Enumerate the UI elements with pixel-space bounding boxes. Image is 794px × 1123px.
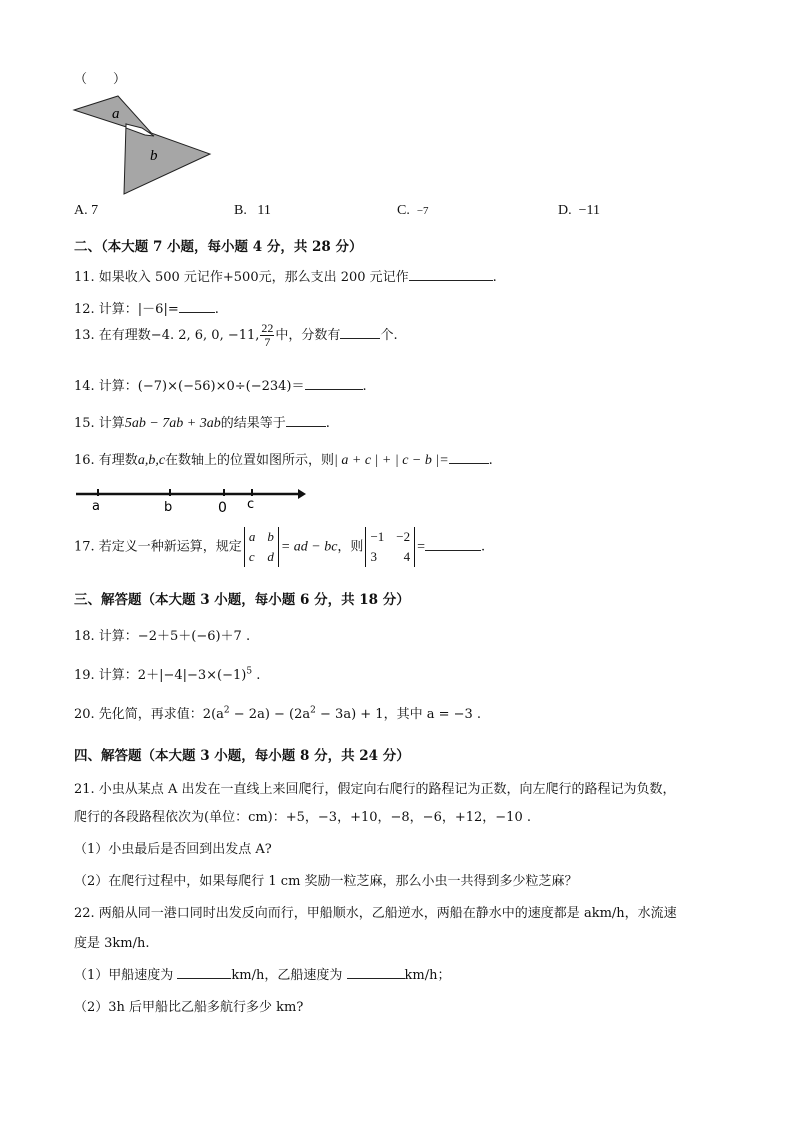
label-a: a bbox=[112, 106, 120, 122]
answer-blank bbox=[177, 966, 231, 979]
answer-blank bbox=[305, 377, 363, 390]
question-15: 15. 计算5ab − 7ab + 3ab的结果等于 . bbox=[74, 416, 330, 431]
question-14: 14. 计算：(−7)×(−56)×0÷(−234)＝ . bbox=[74, 379, 367, 394]
number-line bbox=[72, 484, 308, 518]
answer-blank bbox=[425, 538, 481, 551]
label-a: a bbox=[92, 499, 100, 514]
answer-blank bbox=[340, 326, 380, 339]
question-17: 17. 若定义一种新运算，规定 a b c d = ad − bc，则 −1 −2 3 4 = . bbox=[74, 527, 485, 567]
question-12: 12. 计算：|－6|= . bbox=[74, 302, 219, 317]
label-b: b bbox=[150, 148, 158, 164]
label-b: b bbox=[164, 500, 173, 515]
option-d: D. −11 bbox=[558, 203, 601, 218]
question-13: 13. 在有理数−4. 2, 6, 0, −11, $\frac{22}{7}$ 中，分数有 个. bbox=[74, 321, 398, 349]
question-11: 11. 如果收入 500 元记作+500元，那么支出 200 元记作 . bbox=[74, 270, 497, 285]
answer-blank bbox=[286, 414, 326, 427]
section-2-heading: 二、（本大题 7 小题，每小题 4 分，共 28 分） bbox=[74, 239, 363, 255]
question-16: 16. 有理数a,b,c在数轴上的位置如图所示，则| a + c | + | c − b |= . bbox=[74, 453, 493, 468]
question-21-line2: 爬行的各段路程依次为(单位：cm)：+5，−3，+10，−8，−6，+12，−10 . bbox=[74, 810, 531, 825]
question-22-part2: （2）3h 后甲船比乙船多航行多少 km? bbox=[74, 1000, 304, 1015]
answer-paren: （ ） bbox=[74, 72, 127, 87]
label-c: c bbox=[247, 497, 255, 512]
question-21-line1: 21. 小虫从某点 A 出发在一直线上来回爬行，假定向右爬行的路程记为正数，向左爬行的路程记为负数， bbox=[74, 782, 676, 797]
question-22-line2: 度是 3km/h. bbox=[74, 936, 150, 951]
triangles-figure bbox=[70, 88, 215, 198]
arrow-head bbox=[298, 489, 306, 499]
triangle-b bbox=[124, 124, 210, 194]
fraction-22-7: $\frac{22}{7}$ bbox=[261, 321, 274, 349]
determinant-abcd: a b c d bbox=[244, 527, 279, 567]
question-20: 20. 先化简，再求值：$2(a^2 - 2a) - (2a^2 - 3a) + 1$，其中 a = −3 . bbox=[74, 705, 482, 722]
option-a: A. 7 bbox=[74, 203, 99, 218]
option-c: C. −7 bbox=[397, 203, 429, 218]
determinant-numbers: −1 −2 3 4 bbox=[365, 527, 415, 567]
answer-blank bbox=[449, 451, 489, 464]
section-3-heading: 三、解答题（本大题 3 小题，每小题 6 分，共 18 分） bbox=[74, 592, 410, 608]
option-b: B. 11 bbox=[234, 203, 271, 218]
section-4-heading: 四、解答题（本大题 3 小题，每小题 8 分，共 24 分） bbox=[74, 748, 410, 764]
question-21-part1: （1）小虫最后是否回到出发点 A? bbox=[74, 842, 272, 857]
question-22-part1: （1）甲船速度为 km/h，乙船速度为 km/h； bbox=[74, 968, 451, 983]
question-21-part2: （2）在爬行过程中，如果每爬行 1 cm 奖励一粒芝麻，那么小虫一共得到多少粒芝麻？ bbox=[74, 874, 578, 889]
label-0: 0 bbox=[218, 500, 227, 516]
answer-blank bbox=[179, 300, 215, 313]
answer-blank bbox=[347, 966, 405, 979]
question-22-line1: 22. 两船从同一港口同时出发反向而行，甲船顺水，乙船逆水，两船在静水中的速度都是 akm/h，水流速 bbox=[74, 906, 677, 921]
answer-blank bbox=[409, 268, 493, 281]
question-19: 19. 计算：$2+|-4|-3\times(-1)^5$ . bbox=[74, 666, 261, 683]
question-18: 18. 计算：−2＋5＋(−6)＋7 . bbox=[74, 629, 251, 644]
